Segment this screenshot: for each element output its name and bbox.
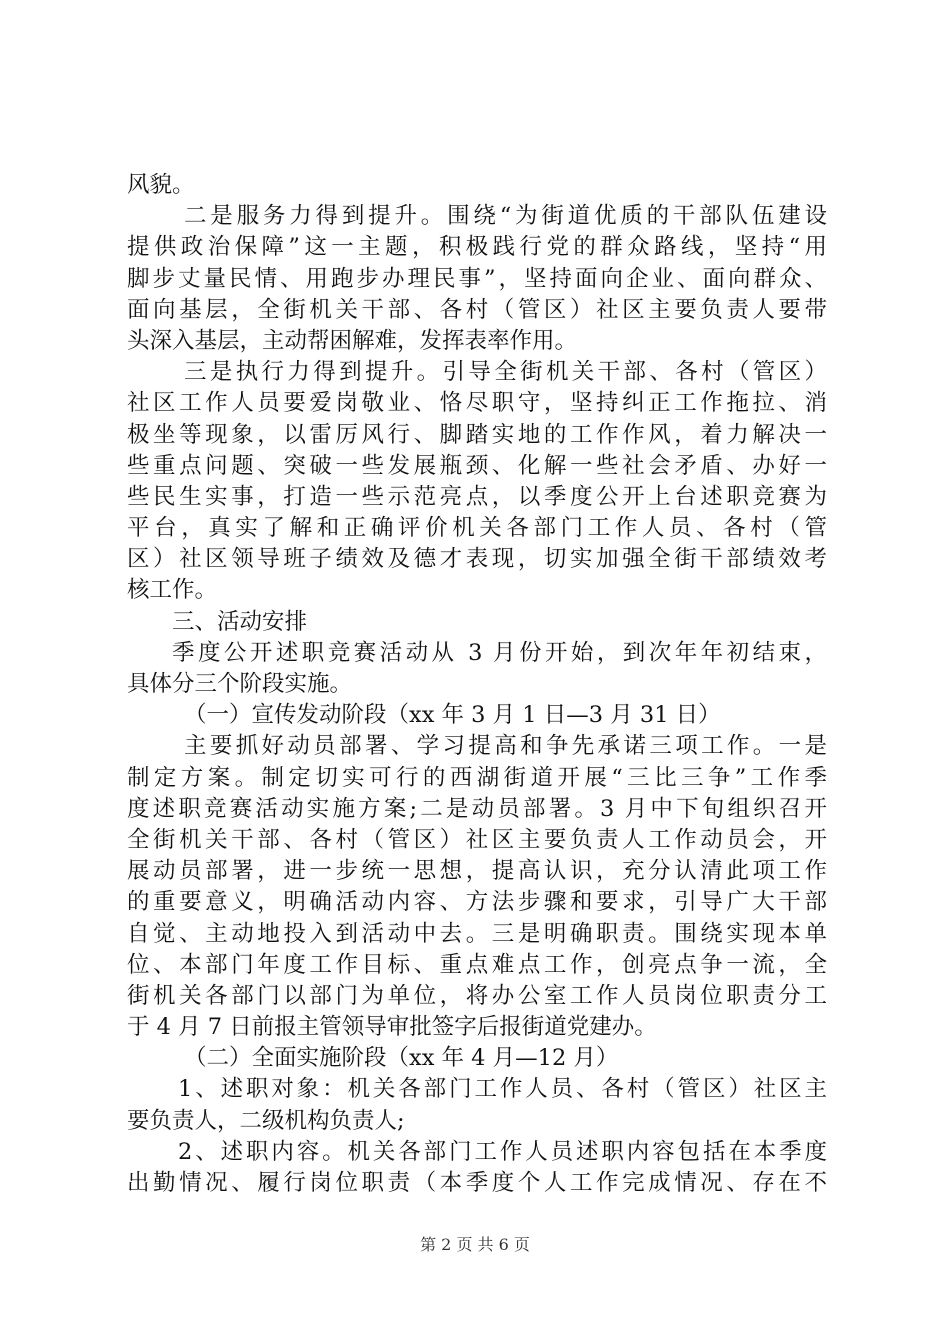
paragraph-line: 季度公开述职竞赛活动从 3 月份开始，到次年年初结束， xyxy=(172,639,827,666)
paragraph-line: 极坐等现象，以雷厉风行、脚踏实地的工作作风，着力解决一 xyxy=(127,421,827,448)
paragraph-line: 出勤情况、履行岗位职责（本季度个人工作完成情况、存在不 xyxy=(127,1170,827,1196)
paragraph-line: 社区工作人员要爱岗敬业、恪尽职守，坚持纠正工作拖拉、消 xyxy=(127,390,827,417)
paragraph-line: 于 4 月 7 日前报主管领导审批签字后报街道党建办。 xyxy=(127,1014,657,1041)
paragraph-line: 提供政治保障”这一主题，积极践行党的群众路线，坚持“用 xyxy=(127,234,827,261)
paragraph-line: （一）宣传发动阶段（xx 年 3 月 1 日—3 月 31 日） xyxy=(184,702,721,729)
paragraph-line: 街机关各部门以部门为单位，将办公室工作人员岗位职责分工 xyxy=(127,982,827,1009)
document-body xyxy=(127,170,827,1199)
page-footer: 第 2 页 共 6 页 xyxy=(420,1235,530,1254)
paragraph-line: 二是服务力得到提升。围绕“为街道优质的干部队伍建设 xyxy=(184,203,827,230)
paragraph-line: 核工作。 xyxy=(127,577,218,604)
paragraph-line: 区）社区领导班子绩效及德才表现，切实加强全街干部绩效考 xyxy=(127,546,827,573)
paragraph-line: （二）全面实施阶段（xx 年 4 月—12 月） xyxy=(184,1045,619,1072)
paragraph-line: 度述职竞赛活动实施方案;二是动员部署。3 月中下旬组织召开 xyxy=(127,795,827,822)
paragraph-line: 三、活动安排 xyxy=(172,608,308,635)
paragraph-line: 些重点问题、突破一些发展瓶颈、化解一些社会矛盾、办好一 xyxy=(127,452,827,479)
paragraph-line: 三是执行力得到提升。引导全街机关干部、各村（管区） xyxy=(184,359,827,386)
paragraph-line: 具体分三个阶段实施。 xyxy=(127,671,353,697)
paragraph-line: 要负责人，二级机构负责人; xyxy=(127,1107,405,1134)
paragraph-line: 平台，真实了解和正确评价机关各部门工作人员、各村（管 xyxy=(127,515,827,542)
paragraph-line: 脚步丈量民情、用跑步办理民事”，坚持面向企业、面向群众、 xyxy=(127,265,827,292)
paragraph-line: 风貌。 xyxy=(127,172,195,198)
paragraph-line: 位、本部门年度工作目标、重点难点工作，创亮点争一流，全 xyxy=(127,951,827,978)
paragraph-line: 的重要意义，明确活动内容、方法步骤和要求，引导广大干部 xyxy=(127,889,827,916)
paragraph-line: 1、述职对象：机关各部门工作人员、各村（管区）社区主 xyxy=(178,1076,827,1103)
paragraph-line: 头深入基层，主动帮困解难，发挥表率作用。 xyxy=(127,327,578,354)
paragraph-line: 展动员部署，进一步统一思想，提高认识，充分认清此项工作 xyxy=(127,858,827,885)
paragraph-line: 些民生实事，打造一些示范亮点，以季度公开上台述职竞赛为 xyxy=(127,483,827,510)
paragraph-line: 全街机关干部、各村（管区）社区主要负责人工作动员会，开 xyxy=(127,826,827,853)
paragraph-line: 面向基层，全街机关干部、各村（管区）社区主要负责人要带 xyxy=(127,296,827,323)
paragraph-line: 自觉、主动地投入到活动中去。三是明确职责。围绕实现本单 xyxy=(127,920,827,947)
paragraph-line: 制定方案。制定切实可行的西湖街道开展“三比三争”工作季 xyxy=(127,764,827,791)
paragraph-line: 2、述职内容。机关各部门工作人员述职内容包括在本季度 xyxy=(178,1138,827,1165)
paragraph-line: 主要抓好动员部署、学习提高和争先承诺三项工作。一是 xyxy=(184,733,827,760)
